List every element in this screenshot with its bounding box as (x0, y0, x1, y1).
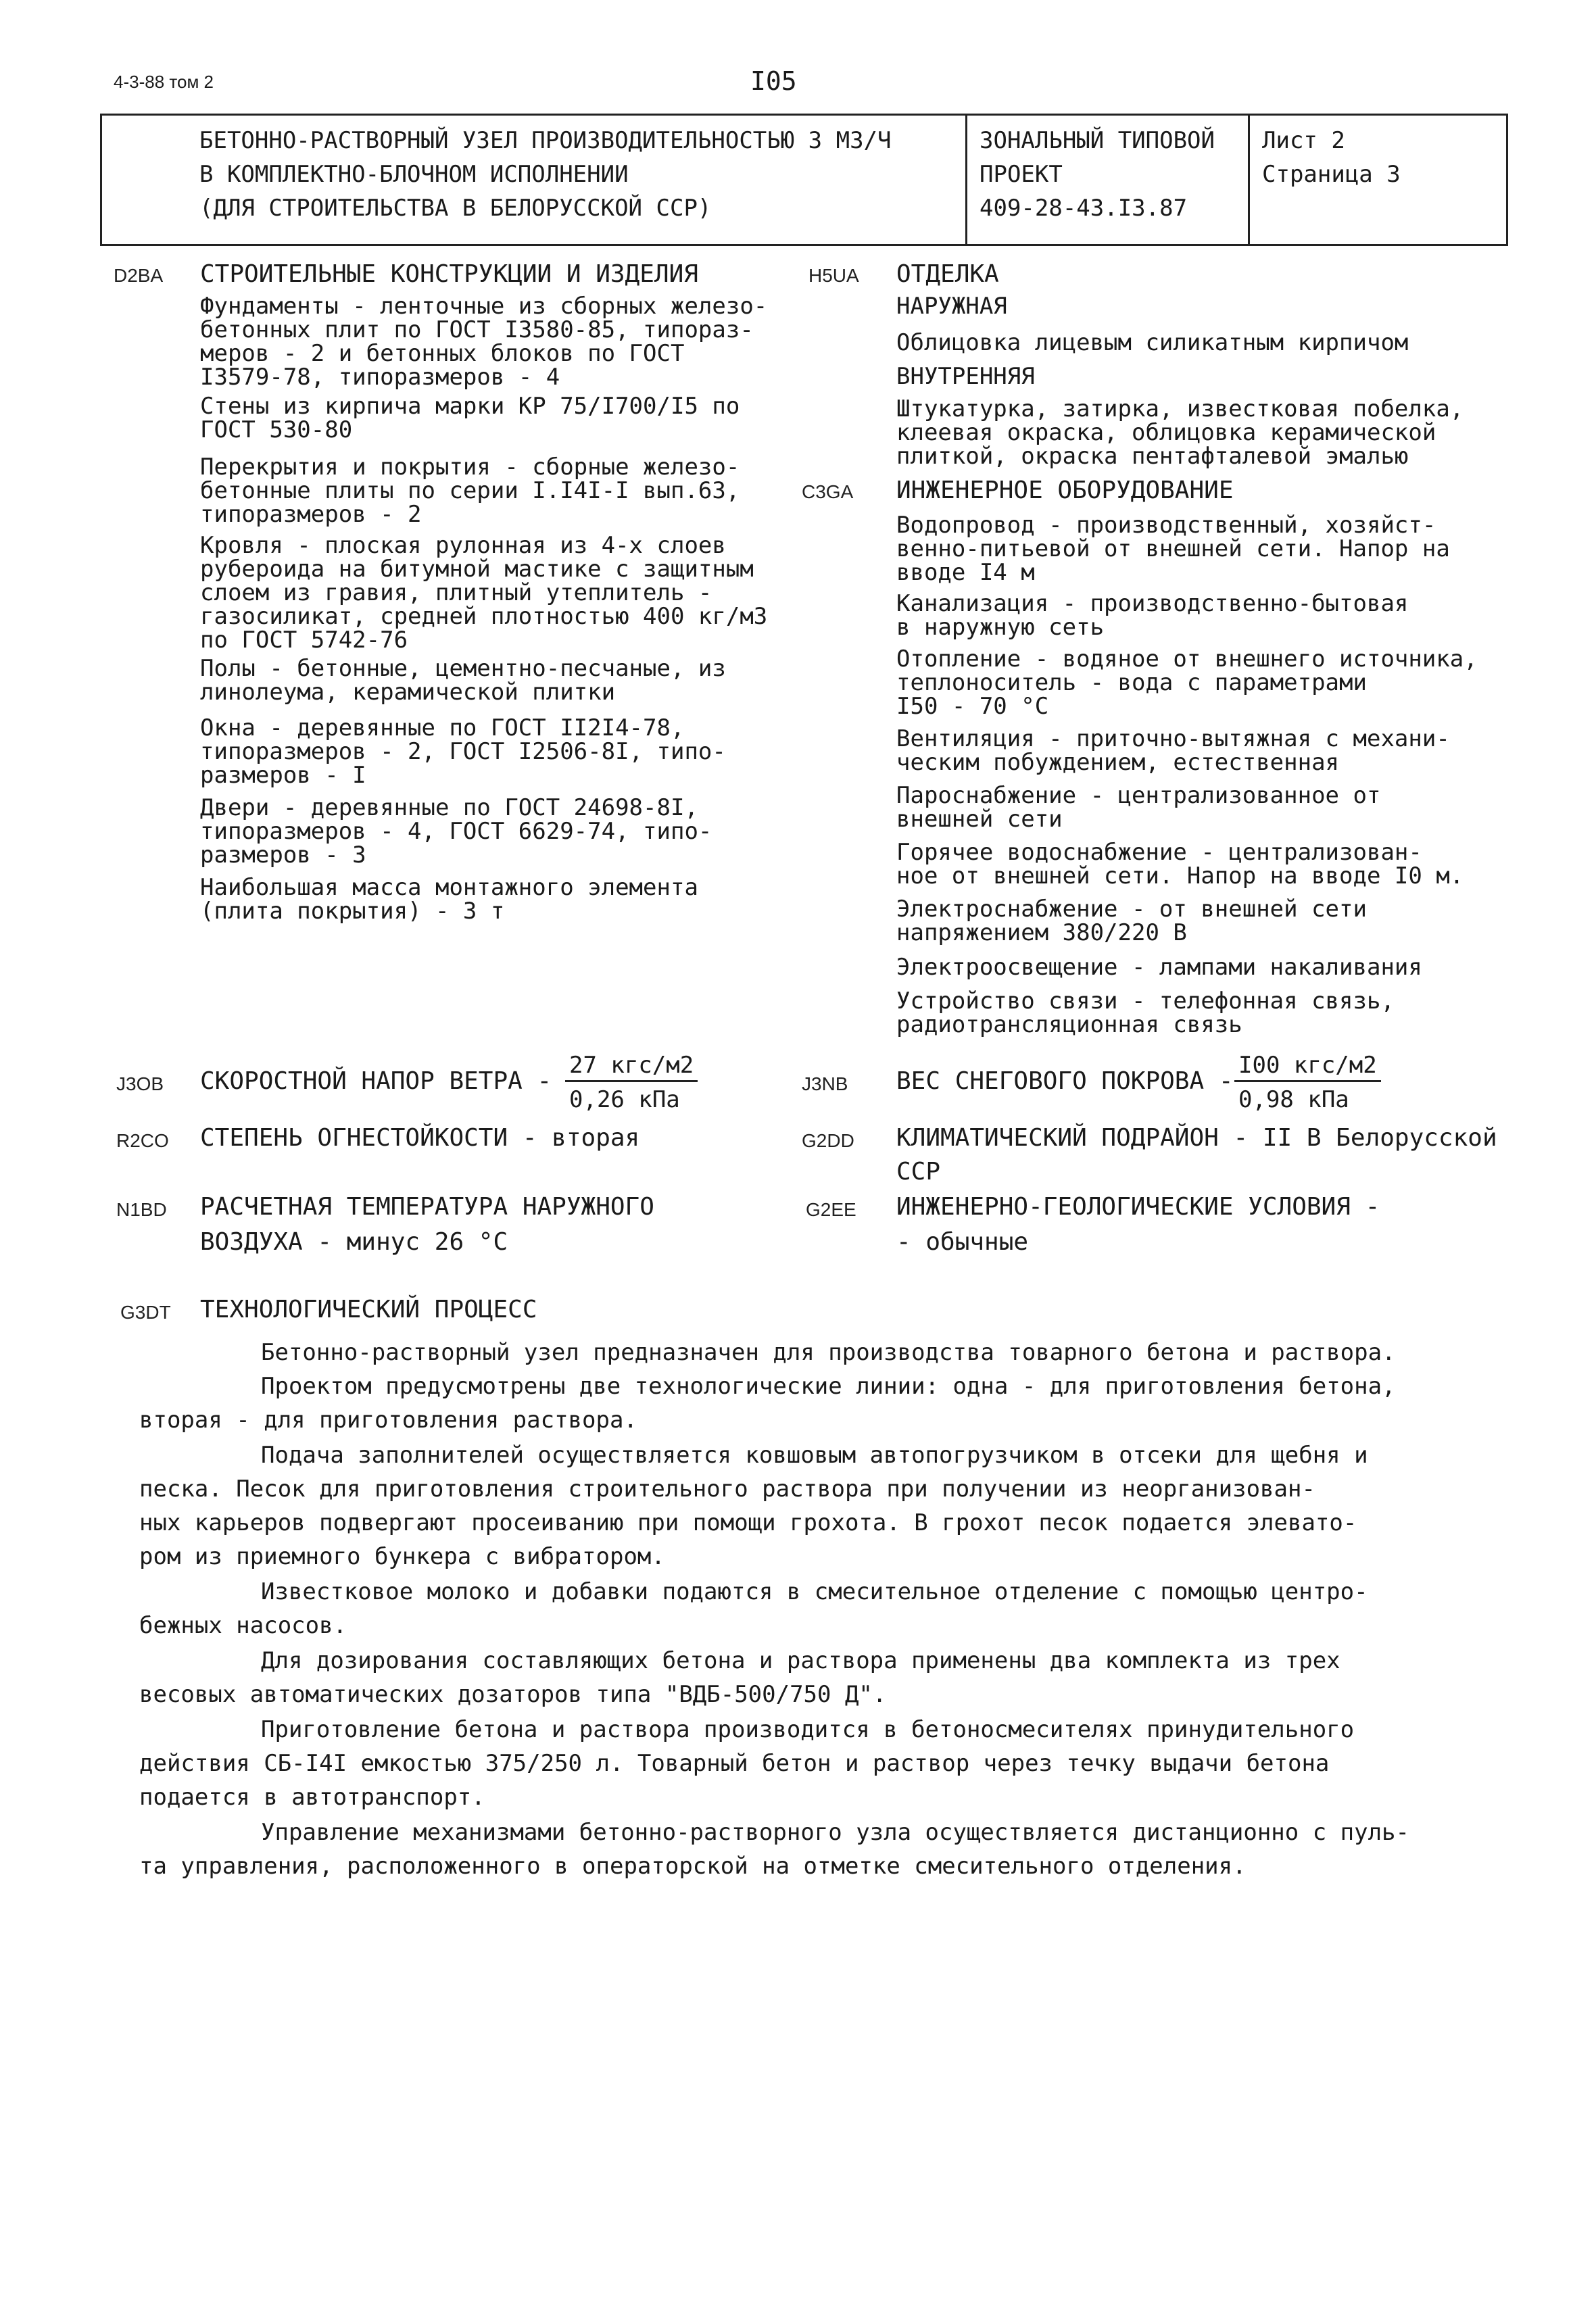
inner-finish-text (896, 397, 1491, 468)
project-line: ПРОЕКТ (980, 161, 1063, 188)
title-line: (ДЛЯ СТРОИТЕЛЬСТВА В БЕЛОРУССКОЙ ССР) (199, 195, 712, 222)
item-hot-water (896, 841, 1464, 888)
process-paragraph (139, 1438, 1484, 1574)
inner-finish-label: ВНУТРЕННЯЯ (896, 363, 1035, 390)
section-code: H5UA (808, 265, 859, 286)
text-line: в наружную сеть (896, 614, 1105, 641)
text-line: Управление механизмами бетонно-растворного узла осуществляется дистанционно с пуль- (261, 1819, 1409, 1846)
text-line: Полы - бетонные, цементно-песчаные, из (200, 655, 726, 682)
text-line: Горячее водоснабжение - централизован- (896, 839, 1422, 866)
project-number: 409-28-43.I3.87 (980, 195, 1188, 222)
title-line: В КОМПЛЕКТНО-БЛОЧНОМ ИСПОЛНЕНИИ (199, 161, 629, 188)
text-line: ческим побуждением, естественная (896, 749, 1340, 776)
text-line: Штукатурка, затирка, известковая побелка, (896, 395, 1464, 422)
item-power-supply (896, 898, 1367, 945)
text-line: Водопровод - производственный, хозяйст- (896, 512, 1436, 539)
text-line: типоразмеров - 2 (200, 501, 422, 528)
text-line: слоем из гравия, плитный утеплитель - (200, 579, 712, 606)
process-paragraph (139, 1816, 1484, 1883)
text-line: Пароснабжение - централизованное от (896, 782, 1381, 809)
text-line: I3579-78, типоразмеров - 4 (200, 364, 560, 391)
outer-finish-label: НАРУЖНАЯ (896, 293, 1007, 320)
text-line: Двери - деревянные по ГОСТ 24698-8I, (200, 794, 698, 821)
section-code: D2BA (114, 265, 164, 286)
process-paragraph (139, 1575, 1484, 1642)
text-line: линолеума, керамической плитки (200, 679, 616, 706)
text-line: ГОСТ 530-80 (200, 416, 353, 443)
outer-finish-text: Облицовка лицевым силикатным кирпичом (896, 329, 1409, 356)
text-line: I50 - 70 °С (896, 693, 1049, 720)
text-line: напряжением 380/220 В (896, 919, 1187, 946)
text-line: теплоноситель - вода с параметрами (896, 669, 1367, 696)
title-block-project (965, 116, 1248, 244)
section-code: G3DT (120, 1302, 171, 1323)
text-line: клеевая окраска, облицовка керамической (896, 419, 1436, 446)
climate-subregion-line2: ССР (896, 1158, 941, 1186)
text-line: Канализация - производственно-бытовая (896, 590, 1409, 617)
text-line: весовых автоматических дозаторов типа "ВДБ-500/750 Д". (139, 1681, 887, 1708)
text-line: ных карьеров подвергают просеиванию при помощи грохота. В грохот песок подается элевато- (139, 1509, 1357, 1536)
wind-pressure-value (565, 1052, 698, 1113)
param-code: J3OB (116, 1073, 164, 1094)
snow-load-label: ВЕС СНЕГОВОГО ПОКРОВА - (896, 1067, 1234, 1095)
text-line: по ГОСТ 5742-76 (200, 627, 408, 654)
item-foundations (200, 295, 842, 389)
text-line: ное от внешней сети. Напор на вводе I0 м. (896, 862, 1464, 890)
param-code: G2DD (802, 1130, 854, 1151)
title-block-sheet (1248, 116, 1506, 244)
process-paragraph (200, 1336, 1484, 1369)
text-line: венно-питьевой от внешней сети. Напор на (896, 535, 1450, 562)
geology-line2: - обычные (896, 1228, 1029, 1256)
text-line: плиткой, окраска пентафталевой эмалью (896, 443, 1409, 470)
param-code: R2CO (116, 1130, 169, 1151)
process-paragraph (139, 1369, 1484, 1437)
param-code: G2EE (806, 1199, 856, 1220)
item-communications (896, 990, 1395, 1037)
text-line: Приготовление бетона и раствора производится в бетоносмесителях принудительного (261, 1716, 1355, 1743)
text-line: Окна - деревянные по ГОСТ II2I4-78, (200, 714, 685, 741)
item-slabs (200, 456, 842, 527)
text-line: бетонные плиты по серии I.I4I-I вып.63, (200, 477, 740, 504)
text-line: Фундаменты - ленточные из сборных железо- (200, 293, 768, 320)
page-index: Страница 3 (1262, 161, 1401, 188)
text-line: Перекрытия и покрытия - сборные железо- (200, 454, 740, 481)
text-line: типоразмеров - 4, ГОСТ 6629-74, типо- (200, 818, 712, 845)
text-line: внешней сети (896, 806, 1063, 833)
sheet-number: Лист 2 (1262, 127, 1345, 154)
wind-pressure-kpa: 0,26 кПа (569, 1086, 680, 1113)
item-doors (200, 796, 842, 867)
title-block (100, 114, 1508, 246)
item-water-supply (896, 514, 1450, 585)
item-sewage (896, 592, 1408, 639)
section-title-structures: СТРОИТЕЛЬНЫЕ КОНСТРУКЦИИ И ИЗДЕЛИЯ (200, 260, 698, 288)
text-line: Стены из кирпича марки КР 75/I700/I5 по (200, 393, 740, 420)
page-number: I05 (750, 66, 797, 96)
fire-resistance: СТЕПЕНЬ ОГНЕСТОЙКОСТИ - вторая (200, 1124, 640, 1152)
text-line: вторая - для приготовления раствора. (139, 1407, 637, 1434)
text-line: Устройство связи - телефонная связь, (896, 988, 1395, 1015)
text-line: Проектом предусмотрены две технологические линии: одна - для приготовления бетона, (261, 1373, 1396, 1400)
snow-load-kpa: 0,98 кПа (1238, 1086, 1349, 1113)
sheet-code: 4-3-88 том 2 (114, 72, 214, 92)
param-code: N1BD (116, 1199, 167, 1220)
geology-line1: ИНЖЕНЕРНО-ГЕОЛОГИЧЕСКИЕ УСЛОВИЯ - (896, 1193, 1380, 1221)
text-line: газосиликат, средней плотностью 400 кг/м3 (200, 603, 768, 630)
project-line: ЗОНАЛЬНЫЙ ТИПОВОЙ (980, 127, 1215, 154)
text-line: рубероида на битумной мастике с защитным (200, 556, 754, 583)
process-paragraph (139, 1644, 1484, 1711)
text-line: меров - 2 и бетонных блоков по ГОСТ (200, 340, 685, 367)
text-line: Наибольшая масса монтажного элемента (200, 874, 698, 901)
process-paragraph (139, 1713, 1484, 1814)
text-line: размеров - 3 (200, 842, 366, 869)
text-line: ром из приемного бункера с вибратором. (139, 1543, 665, 1570)
text-line: та управления, расположенного в операторской на отметке смесительного отделения. (139, 1853, 1247, 1880)
text-line: Бетонно-растворный узел предназначен для производства товарного бетона и раствора. (261, 1339, 1396, 1366)
section-title-process: ТЕХНОЛОГИЧЕСКИЙ ПРОЦЕСС (200, 1296, 537, 1323)
item-max-mass (200, 876, 842, 923)
param-code: J3NB (802, 1073, 848, 1094)
text-line: Вентиляция - приточно-вытяжная с механи- (896, 725, 1450, 752)
text-line: Для дозирования составляющих бетона и раствора применены два комплекта из трех (261, 1647, 1340, 1674)
text-line: Электроснабжение - от внешней сети (896, 896, 1367, 923)
text-line: бетонных плит по ГОСТ I3580-85, типораз- (200, 316, 754, 343)
text-line: (плита покрытия) - 3 т (200, 898, 505, 925)
text-line: подается в автотранспорт. (139, 1784, 485, 1811)
item-ventilation (896, 727, 1450, 775)
title-block-name (102, 116, 965, 244)
item-floors (200, 657, 842, 704)
wind-pressure-kgs: 27 кгс/м2 (565, 1052, 698, 1082)
item-windows (200, 716, 842, 787)
item-heating (896, 645, 1478, 720)
item-lighting (896, 956, 1422, 979)
text-line: бежных насосов. (139, 1612, 347, 1639)
section-code: C3GA (802, 481, 854, 502)
snow-load-value (1234, 1052, 1381, 1113)
text-line: Подача заполнителей осуществляется ковшовым автопогрузчиком в отсеки для щебня и (261, 1442, 1368, 1469)
text-line: песка. Песок для приготовления строительного раствора при получении из неорганизован- (139, 1476, 1315, 1503)
text-line: вводе I4 м (896, 559, 1035, 586)
text-line: типоразмеров - 2, ГОСТ I2506-8I, типо- (200, 738, 726, 765)
title-line: БЕТОННО-РАСТВОРНЫЙ УЗЕЛ ПРОИЗВОДИТЕЛЬНОСТЬЮ 3 М3/Ч (199, 127, 892, 154)
text-line: Отопление - водяное от внешнего источника, (896, 645, 1478, 673)
text-line: размеров - I (200, 762, 366, 789)
section-title-engineering: ИНЖЕНЕРНОЕ ОБОРУДОВАНИЕ (896, 477, 1234, 504)
design-temperature-line1: РАСЧЕТНАЯ ТЕМПЕРАТУРА НАРУЖНОГО (200, 1193, 654, 1221)
design-temperature-line2: ВОЗДУХА - минус 26 °С (200, 1228, 508, 1256)
text-line: Известковое молоко и добавки подаются в смесительное отделение с помощью центро- (261, 1578, 1368, 1605)
text-line: Электроосвещение - лампами накаливания (896, 954, 1422, 981)
climate-subregion-line1: КЛИМАТИЧЕСКИЙ ПОДРАЙОН - II В Белорусской (896, 1124, 1497, 1152)
item-steam-supply (896, 784, 1380, 831)
item-roof (200, 534, 842, 652)
section-title-finishing: ОТДЕЛКА (896, 260, 999, 288)
item-walls (200, 395, 842, 442)
text-line: действия СБ-I4I емкостью 375/250 л. Товарный бетон и раствор через течку выдачи бетона (139, 1750, 1330, 1777)
text-line: Кровля - плоская рулонная из 4-х слоев (200, 532, 726, 559)
snow-load-kgs: I00 кгс/м2 (1234, 1052, 1381, 1082)
wind-pressure-label: СКОРОСТНОЙ НАПОР ВЕТРА - (200, 1067, 552, 1095)
text-line: радиотрансляционная связь (896, 1011, 1242, 1038)
